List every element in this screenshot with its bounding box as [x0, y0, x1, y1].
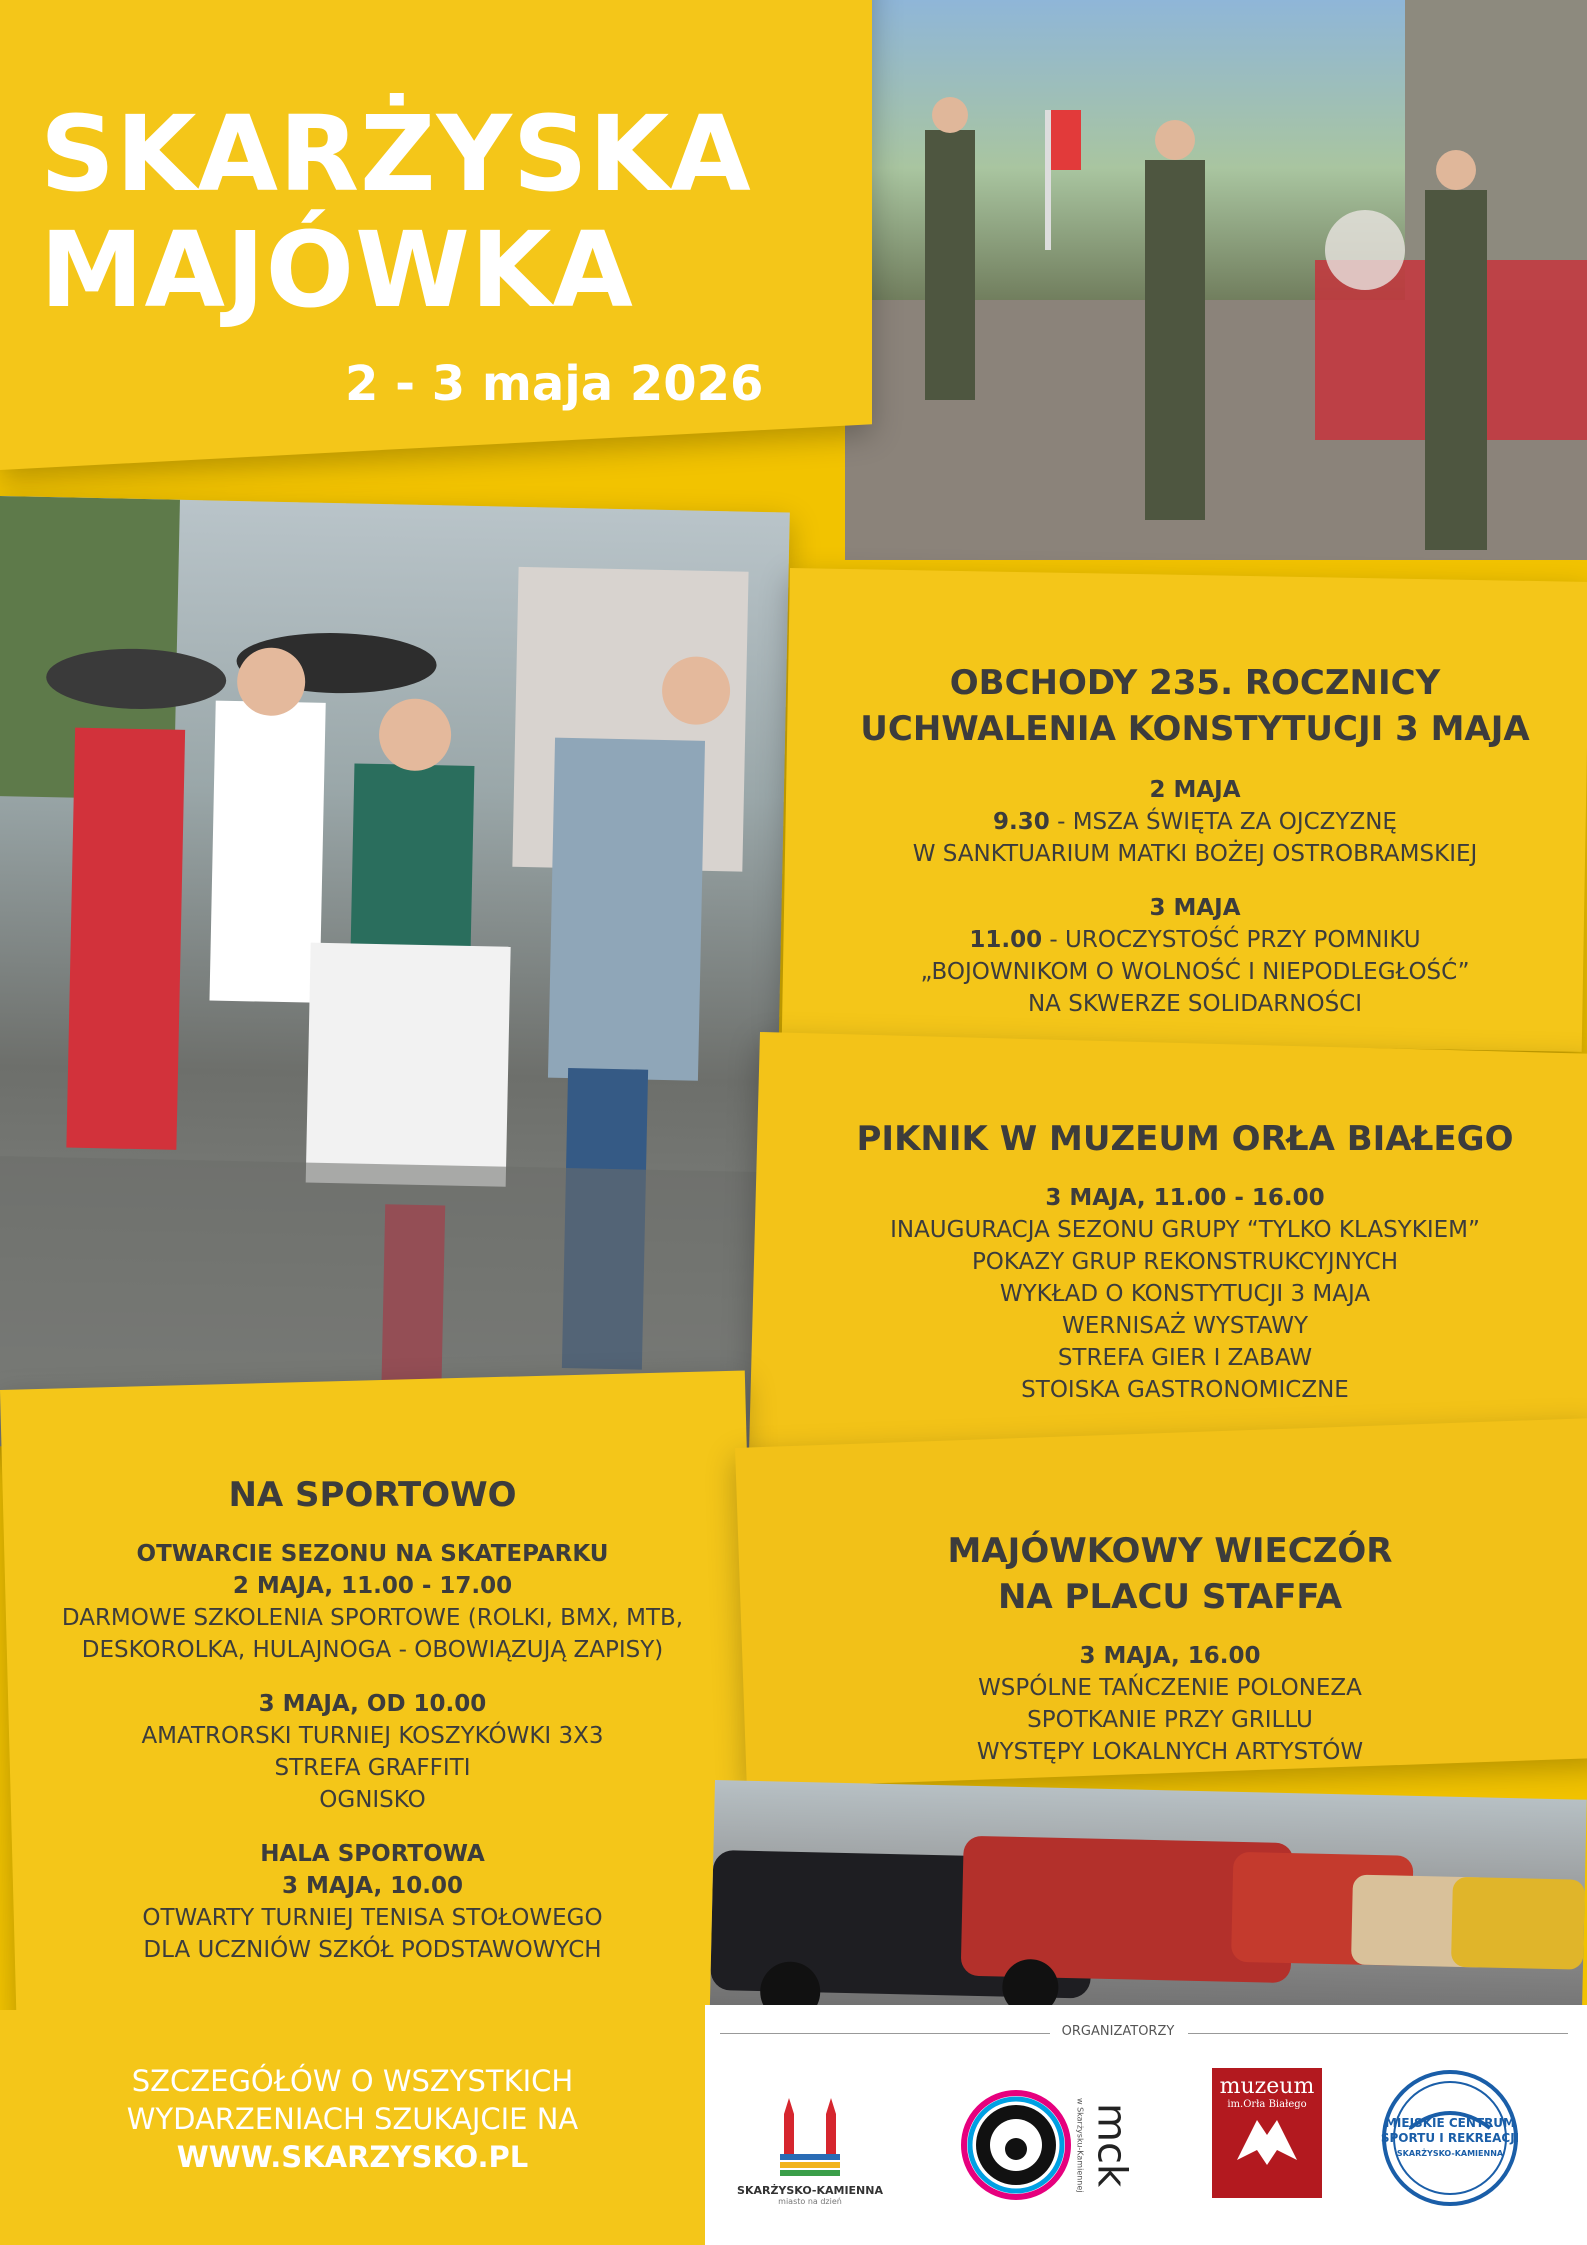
title-line2: MAJÓWKA	[40, 209, 634, 331]
sport-s2-line3: OGNISKO	[319, 1787, 426, 1813]
event-dates: 2 - 3 maja 2026	[345, 356, 764, 412]
piknik-item-4: WERNISAŻ WYSTAWY	[1062, 1313, 1308, 1339]
piknik-section	[790, 1116, 1580, 1406]
sport-s1-line2: DESKOROLKA, HULAJNOGA - OBOWIĄZUJĄ ZAPISY)	[81, 1637, 664, 1663]
sport-s1-when: 2 MAJA, 11.00 - 17.00	[232, 1573, 513, 1599]
logo4-line2: SPORTU I REKREACJI	[1380, 2131, 1520, 2145]
mck-eye-icon	[956, 2085, 1076, 2205]
piknik-heading: PIKNIK W MUZEUM ORŁA BIAŁEGO	[856, 1119, 1514, 1159]
wieczor-line3: WYSTĘPY LOKALNYCH ARTYSTÓW	[976, 1739, 1364, 1765]
piknik-item-5: STREFA GIER I ZABAW	[1057, 1345, 1313, 1371]
obchody-day1: 2 MAJA	[1149, 777, 1241, 803]
obchody-day2: 3 MAJA	[1149, 895, 1241, 921]
sport-s1-title: OTWARCIE SEZONU NA SKATEPARKU	[136, 1541, 609, 1567]
title-line1: SKARŻYSKA	[40, 93, 752, 215]
obchody-section	[800, 660, 1587, 1020]
organizers-label: ORGANIZATORZY	[1061, 2024, 1175, 2039]
obchody-day2-text-c: NA SKWERZE SOLIDARNOŚCI	[1027, 991, 1363, 1017]
cars-illustration	[710, 1780, 1587, 2030]
obchody-day1-time: 9.30	[993, 809, 1050, 835]
sport-s2-line1: AMATRORSKI TURNIEJ KOSZYKÓWKI 3X3	[141, 1723, 604, 1749]
logo2-side: w Skarżysku-Kamiennej	[1075, 2097, 1085, 2193]
obchody-day1-line1	[800, 806, 1587, 838]
logo-skarzysko[interactable]	[720, 2070, 900, 2230]
sport-s2-line2: STREFA GRAFFITI	[274, 1755, 471, 1781]
obchody-heading-line1: OBCHODY 235. ROCZNICY	[949, 663, 1441, 703]
photo-ceremony	[845, 0, 1587, 560]
piknik-when: 3 MAJA, 11.00 - 16.00	[1045, 1185, 1325, 1211]
wieczor-section	[760, 1528, 1580, 1768]
dancers-illustration	[0, 496, 790, 1462]
logo1-text: SKARŻYSKO-KAMIENNA	[737, 2184, 883, 2197]
obchody-day2-time: 11.00	[969, 927, 1043, 953]
photo-classic-cars	[710, 1780, 1587, 2030]
sport-section	[0, 1472, 745, 1966]
footer-url[interactable]: WWW.SKARZYSKO.PL	[176, 2140, 529, 2174]
logo-mcsir[interactable]	[1380, 2068, 1520, 2208]
organizers-divider-left	[720, 2033, 1050, 2034]
logo-muzeum[interactable]	[1212, 2068, 1322, 2198]
obchody-day2-text-a: - UROCZYSTOŚĆ PRZY POMNIKU	[1042, 927, 1421, 953]
logo3-text: muzeum	[1219, 2074, 1315, 2099]
footer-line2: WYDARZENIACH SZUKAJCIE NA	[126, 2102, 579, 2136]
wieczor-heading-line2: NA PLACU STAFFA	[997, 1577, 1343, 1617]
logo2-text: mck	[1088, 2102, 1135, 2188]
page-title	[40, 93, 752, 331]
footer-line1: SZCZEGÓŁÓW O WSZYSTKICH	[131, 2064, 574, 2098]
sport-s1-line1: DARMOWE SZKOLENIA SPORTOWE (ROLKI, BMX, MTB,	[61, 1605, 684, 1631]
wieczor-line1: WSPÓLNE TAŃCZENIE POLONEZA	[978, 1675, 1362, 1701]
logo3-sub: im.Orła Białego	[1227, 2099, 1307, 2110]
obchody-day2-text-b: „BOJOWNIKOM O WOLNOŚĆ I NIEPODLEGŁOŚĆ”	[920, 959, 1470, 985]
sport-s3-when: 3 MAJA, 10.00	[282, 1873, 463, 1899]
obchody-day1-text-a: - MSZA ŚWIĘTA ZA OJCZYZNĘ	[1049, 809, 1397, 835]
piknik-item-1: INAUGURACJA SEZONU GRUPY “TYLKO KLASYKIEM”	[890, 1217, 1480, 1243]
logo1-sub: miasto na dzień	[778, 2197, 842, 2206]
obchody-heading-line2: UCHWALENIA KONSTYTUCJI 3 MAJA	[860, 709, 1530, 749]
obchody-day1-text-b: W SANKTUARIUM MATKI BOŻEJ OSTROBRAMSKIEJ	[912, 841, 1478, 867]
sport-s2-when: 3 MAJA, OD 10.00	[258, 1691, 487, 1717]
wieczor-when: 3 MAJA, 16.00	[1079, 1643, 1261, 1669]
sport-s3-line2: DLA UCZNIÓW SZKÓŁ PODSTAWOWYCH	[143, 1937, 602, 1963]
logo4-text	[1380, 2116, 1520, 2161]
skarzysko-towers-icon	[770, 2094, 850, 2184]
logo4-line1: MIEJSKIE CENTRUM	[1384, 2116, 1515, 2130]
sport-heading: NA SPORTOWO	[228, 1475, 517, 1515]
organizers-divider-right	[1188, 2033, 1568, 2034]
logo-mck[interactable]	[945, 2065, 1145, 2225]
footer-text	[0, 2062, 705, 2176]
piknik-item-6: STOISKA GASTRONOMICZNE	[1021, 1377, 1349, 1403]
wieczor-heading-line1: MAJÓWKOWY WIECZÓR	[947, 1531, 1393, 1571]
photo-dancers	[0, 496, 790, 1462]
sport-s3-line1: OTWARTY TURNIEJ TENISA STOŁOWEGO	[142, 1905, 603, 1931]
logo4-line3: SKARŻYSKO-KAMIENNA	[1396, 2149, 1504, 2158]
obchody-day2-line1	[800, 924, 1587, 956]
wieczor-line2: SPOTKANIE PRZY GRILLU	[1027, 1707, 1313, 1733]
sport-s3-title: HALA SPORTOWA	[260, 1841, 485, 1867]
piknik-item-3: WYKŁAD O KONSTYTUCJI 3 MAJA	[999, 1281, 1371, 1307]
piknik-item-2: POKAZY GRUP REKONSTRUKCYJNYCH	[971, 1249, 1399, 1275]
white-eagle-icon	[1227, 2110, 1307, 2170]
ceremony-illustration	[845, 0, 1587, 560]
